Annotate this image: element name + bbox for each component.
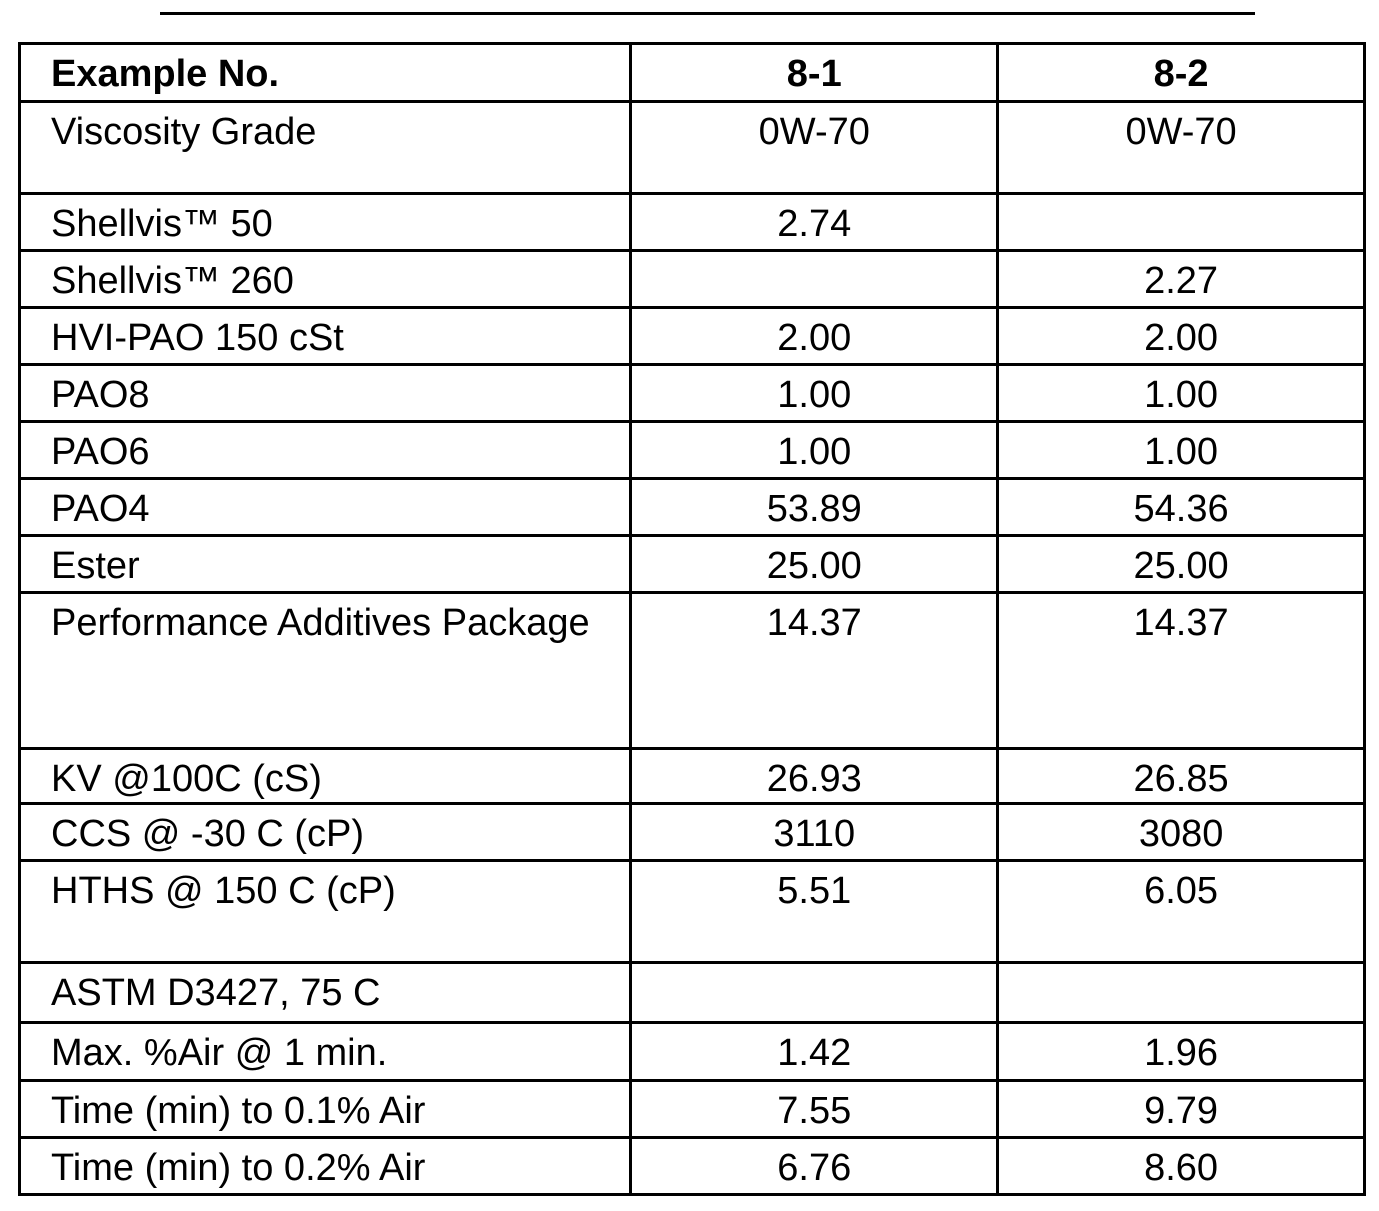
row-label: Viscosity Grade <box>20 102 631 194</box>
table-row <box>20 308 1365 365</box>
cell-value: 2.74 <box>631 194 998 251</box>
cell-value <box>631 963 998 1023</box>
row-label: PAO6 <box>20 422 631 479</box>
table-row <box>20 102 1365 194</box>
table-row <box>20 1138 1365 1195</box>
cell-value: 8.60 <box>998 1138 1365 1195</box>
row-label: Time (min) to 0.2% Air <box>20 1138 631 1195</box>
table-row <box>20 593 1365 749</box>
table-row <box>20 422 1365 479</box>
cell-value: 6.76 <box>631 1138 998 1195</box>
cell-value: 26.93 <box>631 749 998 804</box>
cell-value: 14.37 <box>631 593 998 749</box>
row-label: CCS @ -30 C (cP) <box>20 804 631 861</box>
cell-value: 1.96 <box>998 1023 1365 1081</box>
cell-value: 2.00 <box>998 308 1365 365</box>
table-row <box>20 194 1365 251</box>
row-label: HTHS @ 150 C (cP) <box>20 861 631 963</box>
title-underline <box>160 12 1255 15</box>
results-table <box>18 42 1366 1196</box>
cell-value: 6.05 <box>998 861 1365 963</box>
cell-value <box>998 194 1365 251</box>
cell-value <box>998 963 1365 1023</box>
row-label: PAO4 <box>20 479 631 536</box>
table-row <box>20 804 1365 861</box>
cell-value: 1.00 <box>631 422 998 479</box>
row-label: KV @100C (cS) <box>20 749 631 804</box>
cell-value: 0W-70 <box>998 102 1365 194</box>
table-row <box>20 1023 1365 1081</box>
table-row <box>20 251 1365 308</box>
cell-value: 1.42 <box>631 1023 998 1081</box>
column-header: Example No. <box>20 44 631 102</box>
cell-value: 0W-70 <box>631 102 998 194</box>
table-row <box>20 749 1365 804</box>
table-row <box>20 1081 1365 1138</box>
header-row <box>20 44 1365 102</box>
cell-value: 1.00 <box>631 365 998 422</box>
table-row <box>20 861 1365 963</box>
cell-value: 2.27 <box>998 251 1365 308</box>
row-label: ASTM D3427, 75 C <box>20 963 631 1023</box>
table-row <box>20 479 1365 536</box>
row-label: Ester <box>20 536 631 593</box>
table-row <box>20 365 1365 422</box>
cell-value: 7.55 <box>631 1081 998 1138</box>
cell-value: 5.51 <box>631 861 998 963</box>
cell-value: 53.89 <box>631 479 998 536</box>
row-label: PAO8 <box>20 365 631 422</box>
row-label: Shellvis™ 260 <box>20 251 631 308</box>
cell-value: 25.00 <box>998 536 1365 593</box>
cell-value: 26.85 <box>998 749 1365 804</box>
row-label: Performance Additives Package <box>20 593 631 749</box>
row-label: HVI-PAO 150 cSt <box>20 308 631 365</box>
column-header: 8-1 <box>631 44 998 102</box>
cell-value: 3110 <box>631 804 998 861</box>
cell-value: 2.00 <box>631 308 998 365</box>
cell-value <box>631 251 998 308</box>
cell-value: 1.00 <box>998 422 1365 479</box>
cell-value: 9.79 <box>998 1081 1365 1138</box>
column-header: 8-2 <box>998 44 1365 102</box>
cell-value: 3080 <box>998 804 1365 861</box>
table-row <box>20 963 1365 1023</box>
row-label: Time (min) to 0.1% Air <box>20 1081 631 1138</box>
cell-value: 14.37 <box>998 593 1365 749</box>
row-label: Shellvis™ 50 <box>20 194 631 251</box>
row-label: Max. %Air @ 1 min. <box>20 1023 631 1081</box>
cell-value: 54.36 <box>998 479 1365 536</box>
table-row <box>20 536 1365 593</box>
cell-value: 1.00 <box>998 365 1365 422</box>
cell-value: 25.00 <box>631 536 998 593</box>
